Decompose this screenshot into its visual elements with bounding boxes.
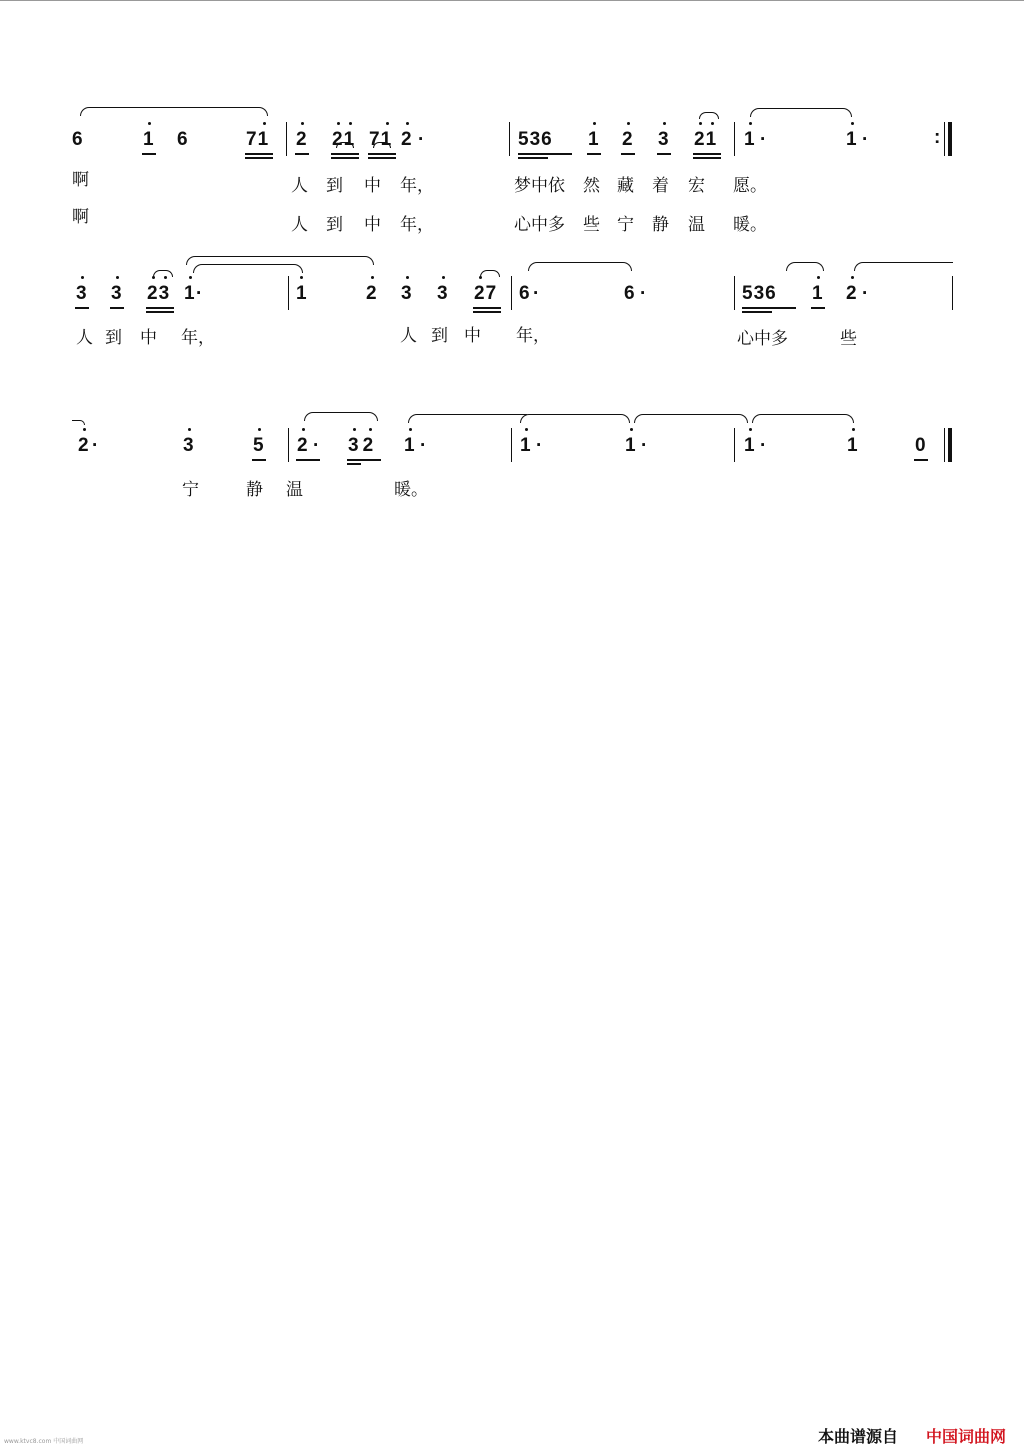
octave-dot bbox=[263, 122, 266, 125]
lyric: 中 bbox=[464, 326, 481, 346]
octave-dot bbox=[371, 276, 374, 279]
lyric: 宁 bbox=[617, 215, 634, 235]
octave-dot bbox=[369, 428, 372, 431]
note: 1 bbox=[812, 283, 823, 304]
underline bbox=[146, 307, 174, 309]
octave-dot bbox=[663, 122, 666, 125]
underline bbox=[693, 157, 721, 159]
note: 1 bbox=[588, 129, 599, 150]
note: 2 bbox=[296, 129, 307, 150]
note: 32 bbox=[348, 435, 378, 456]
octave-dot bbox=[749, 428, 752, 431]
note: 2 bbox=[366, 283, 377, 304]
lyric: 人 bbox=[400, 326, 417, 346]
barline bbox=[286, 122, 287, 156]
note: 536 bbox=[742, 283, 777, 304]
octave-dot bbox=[148, 122, 151, 125]
lyric: 静 bbox=[652, 215, 669, 235]
lyric: 啊 bbox=[72, 207, 89, 227]
underline bbox=[518, 157, 548, 159]
octave-dot bbox=[353, 428, 356, 431]
note: 6 bbox=[519, 283, 530, 304]
augmentation-dot: · bbox=[760, 435, 767, 456]
final-barline bbox=[948, 428, 952, 462]
lyric: 人 bbox=[291, 215, 308, 235]
augmentation-dot: · bbox=[533, 283, 540, 304]
octave-dot bbox=[851, 276, 854, 279]
lyric: 静 bbox=[246, 480, 263, 500]
augmentation-dot: · bbox=[418, 129, 425, 150]
footer-site-link[interactable]: 中国词曲网 bbox=[926, 1427, 1007, 1446]
note: 1 bbox=[847, 435, 858, 456]
barline bbox=[288, 428, 289, 462]
augmentation-dot: · bbox=[640, 283, 647, 304]
note: 1 bbox=[184, 283, 195, 304]
note: 2 bbox=[846, 283, 857, 304]
barline bbox=[288, 276, 289, 310]
underline bbox=[368, 157, 396, 159]
octave-dot bbox=[817, 276, 820, 279]
note: 5 bbox=[253, 435, 264, 456]
underline bbox=[657, 153, 671, 155]
lyric: 到 bbox=[326, 215, 343, 235]
underline bbox=[742, 311, 772, 313]
slur bbox=[752, 414, 854, 423]
note: 2 bbox=[401, 129, 412, 150]
octave-dot bbox=[164, 276, 167, 279]
octave-dot bbox=[152, 276, 155, 279]
octave-dot bbox=[386, 122, 389, 125]
lyric: 宏 bbox=[688, 176, 705, 196]
note: 27 bbox=[474, 283, 498, 304]
slur bbox=[80, 107, 268, 116]
note: 6 bbox=[72, 129, 83, 150]
final-barline bbox=[948, 122, 952, 156]
lyric: 心中多 bbox=[514, 215, 565, 235]
page-top-border bbox=[0, 0, 1024, 1]
barline bbox=[511, 276, 512, 310]
note: 71 bbox=[246, 129, 270, 150]
barline bbox=[509, 122, 510, 156]
slur bbox=[786, 262, 824, 271]
lyric: 愿。 bbox=[733, 176, 767, 196]
lyric: 啊 bbox=[72, 170, 89, 190]
repeat-colon: : bbox=[934, 127, 941, 148]
note: 1 bbox=[846, 129, 857, 150]
lyric: 年， bbox=[400, 176, 434, 196]
note: 21 bbox=[694, 129, 718, 150]
note: 3 bbox=[111, 283, 122, 304]
octave-dot bbox=[852, 428, 855, 431]
octave-dot bbox=[302, 428, 305, 431]
note: 21 bbox=[332, 129, 356, 150]
octave-dot bbox=[525, 428, 528, 431]
lyric: 中 bbox=[364, 176, 381, 196]
slur bbox=[72, 420, 85, 425]
barline bbox=[734, 428, 735, 462]
underline bbox=[296, 459, 320, 461]
lyric: 年， bbox=[400, 215, 434, 235]
octave-dot bbox=[711, 122, 714, 125]
underline bbox=[142, 153, 156, 155]
octave-dot bbox=[406, 122, 409, 125]
slur bbox=[193, 264, 303, 273]
lyric: 中 bbox=[364, 215, 381, 235]
octave-dot bbox=[116, 276, 119, 279]
slur bbox=[528, 262, 632, 271]
octave-dot bbox=[409, 428, 412, 431]
augmentation-dot: · bbox=[862, 283, 869, 304]
underline bbox=[245, 157, 273, 159]
note: 1 bbox=[143, 129, 154, 150]
footer-watermark-text: www.ktvc8.com 中国词曲网 bbox=[4, 1438, 84, 1445]
slur bbox=[634, 414, 748, 423]
octave-dot bbox=[699, 122, 702, 125]
lyric: 人 bbox=[291, 176, 308, 196]
underline bbox=[146, 311, 174, 313]
barline bbox=[734, 276, 735, 310]
octave-dot bbox=[188, 428, 191, 431]
augmentation-dot: · bbox=[196, 283, 203, 304]
note: 1 bbox=[744, 129, 755, 150]
underline bbox=[347, 463, 361, 465]
note: 1 bbox=[625, 435, 636, 456]
underline bbox=[587, 153, 601, 155]
note: 6 bbox=[177, 129, 188, 150]
lyric: 暖。 bbox=[394, 480, 428, 500]
barline bbox=[511, 428, 512, 462]
augmentation-dot: · bbox=[420, 435, 427, 456]
lyric: 暖。 bbox=[733, 215, 767, 235]
augmentation-dot: · bbox=[313, 435, 320, 456]
underline bbox=[295, 153, 309, 155]
underline bbox=[742, 307, 796, 309]
augmentation-dot: · bbox=[760, 129, 767, 150]
underline bbox=[621, 153, 635, 155]
note: 3 bbox=[401, 283, 412, 304]
note: 3 bbox=[437, 283, 448, 304]
octave-dot bbox=[749, 122, 752, 125]
barline bbox=[944, 122, 945, 156]
lyric: 中 bbox=[140, 328, 157, 348]
underline bbox=[75, 307, 89, 309]
lyric: 然 bbox=[583, 176, 600, 196]
lyric: 温 bbox=[688, 215, 705, 235]
note: 1 bbox=[744, 435, 755, 456]
octave-dot bbox=[83, 428, 86, 431]
note: 6 bbox=[624, 283, 635, 304]
octave-dot bbox=[300, 276, 303, 279]
lyric: 年， bbox=[181, 328, 215, 348]
underline bbox=[473, 307, 501, 309]
slur bbox=[480, 270, 500, 277]
note: 1 bbox=[404, 435, 415, 456]
lyric: 宁 bbox=[182, 480, 199, 500]
octave-dot bbox=[851, 122, 854, 125]
octave-dot bbox=[337, 122, 340, 125]
note: 1 bbox=[296, 283, 307, 304]
lyric: 些 bbox=[840, 329, 857, 349]
lyric: 年， bbox=[516, 326, 550, 346]
slur bbox=[699, 112, 719, 119]
note: 2 bbox=[622, 129, 633, 150]
lyric: 温 bbox=[286, 480, 303, 500]
underline bbox=[518, 153, 572, 155]
underline bbox=[110, 307, 124, 309]
underline bbox=[811, 307, 825, 309]
octave-dot bbox=[349, 122, 352, 125]
note: 2 bbox=[297, 435, 308, 456]
lyric: 梦中依 bbox=[514, 176, 565, 196]
underline bbox=[252, 459, 266, 461]
note: 23 bbox=[147, 283, 171, 304]
lyric: 到 bbox=[326, 176, 343, 196]
slur bbox=[408, 414, 527, 423]
note: 3 bbox=[658, 129, 669, 150]
octave-dot bbox=[258, 428, 261, 431]
octave-dot bbox=[627, 122, 630, 125]
rest: 0 bbox=[915, 435, 926, 456]
underline bbox=[347, 459, 381, 461]
underline bbox=[693, 153, 721, 155]
slur bbox=[750, 108, 852, 117]
lyric: 人 bbox=[76, 328, 93, 348]
underline bbox=[331, 157, 359, 159]
augmentation-dot: · bbox=[862, 129, 869, 150]
note: 3 bbox=[76, 283, 87, 304]
barline bbox=[952, 276, 953, 310]
lyric: 到 bbox=[105, 328, 122, 348]
lyric: 到 bbox=[431, 326, 448, 346]
augmentation-dot: · bbox=[92, 435, 99, 456]
underline bbox=[914, 459, 928, 461]
note: 2 bbox=[78, 435, 89, 456]
note: 71 bbox=[369, 129, 393, 150]
octave-dot bbox=[479, 276, 482, 279]
note: 3 bbox=[183, 435, 194, 456]
octave-dot bbox=[442, 276, 445, 279]
augmentation-dot: · bbox=[641, 435, 648, 456]
octave-dot bbox=[81, 276, 84, 279]
octave-dot bbox=[593, 122, 596, 125]
lyric: 着 bbox=[652, 176, 669, 196]
underline bbox=[473, 311, 501, 313]
augmentation-dot: · bbox=[536, 435, 543, 456]
underline bbox=[368, 153, 396, 155]
note: 536 bbox=[518, 129, 553, 150]
barline bbox=[734, 122, 735, 156]
lyric: 心中多 bbox=[737, 329, 788, 349]
underline bbox=[331, 153, 359, 155]
lyric: 些 bbox=[583, 215, 600, 235]
octave-dot bbox=[189, 276, 192, 279]
slur bbox=[520, 414, 630, 423]
octave-dot bbox=[406, 276, 409, 279]
octave-dot bbox=[630, 428, 633, 431]
slur bbox=[304, 412, 378, 421]
footer-source-label: 本曲谱源自 bbox=[818, 1427, 899, 1446]
note: 1 bbox=[520, 435, 531, 456]
barline bbox=[944, 428, 945, 462]
octave-dot bbox=[301, 122, 304, 125]
slur bbox=[854, 262, 953, 271]
underline bbox=[245, 153, 273, 155]
slur bbox=[153, 270, 173, 277]
lyric: 藏 bbox=[617, 176, 634, 196]
